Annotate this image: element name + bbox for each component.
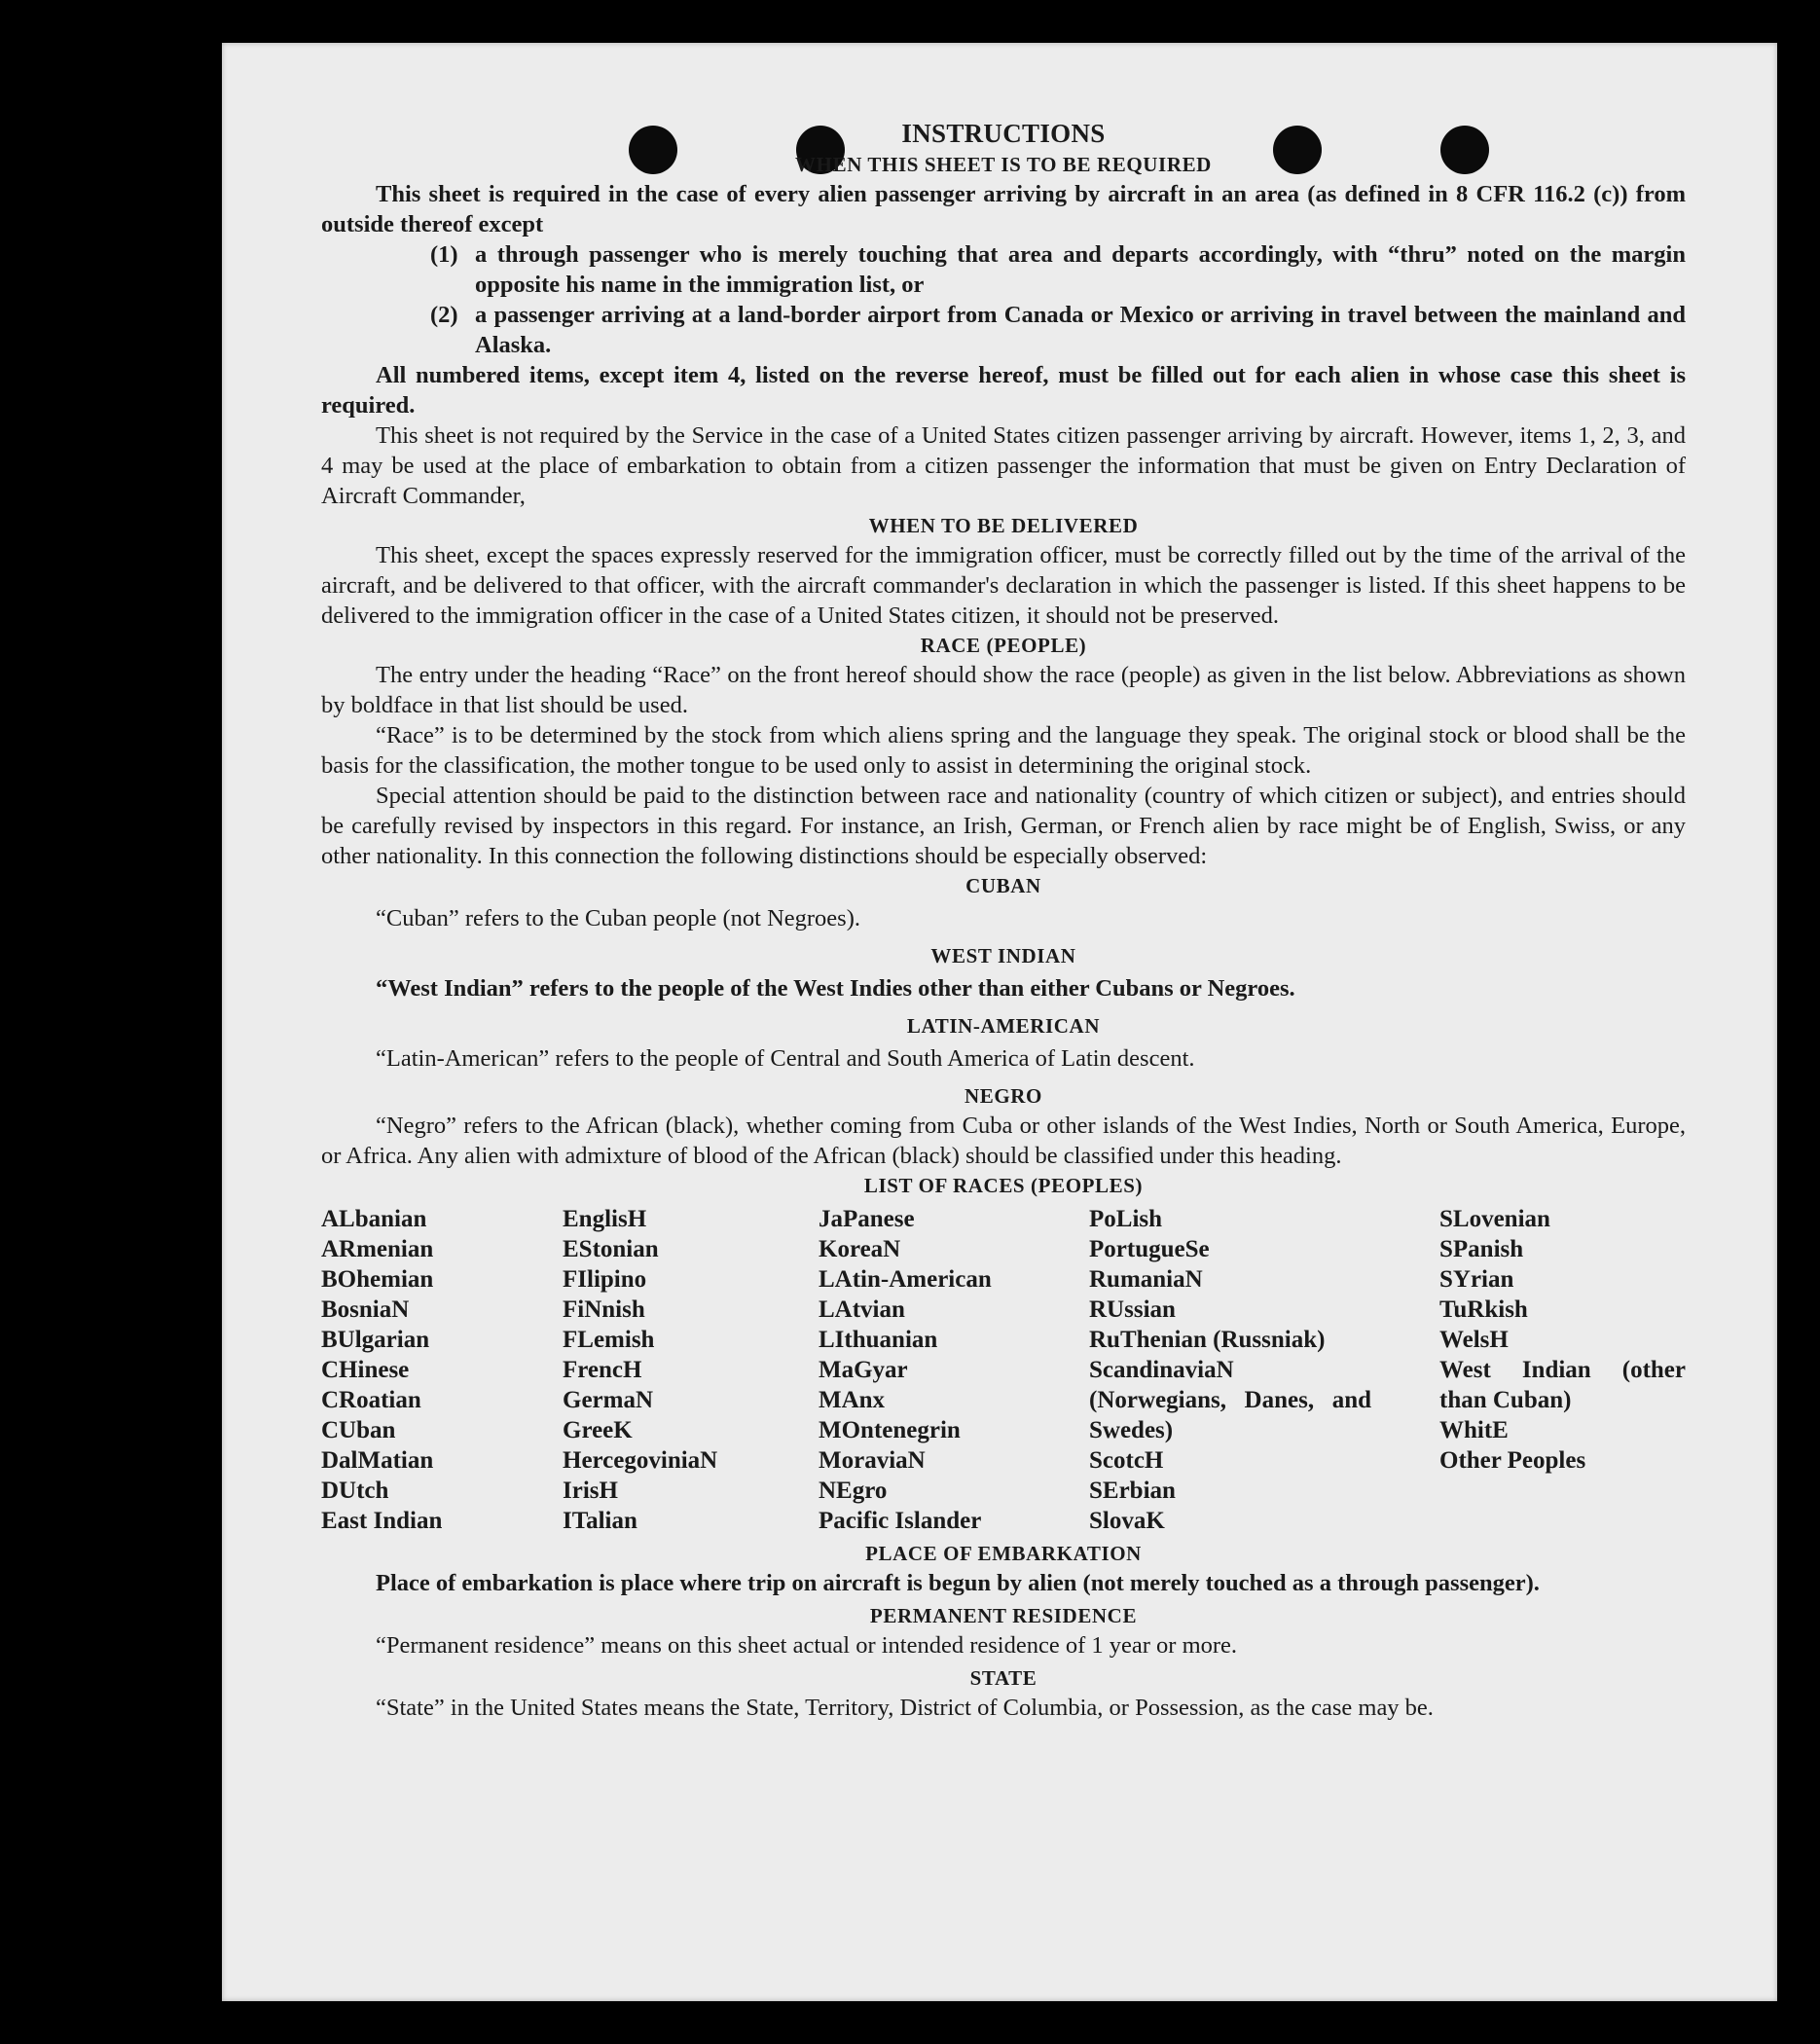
list-item xyxy=(430,300,1686,360)
paragraph: This sheet, except the spaces expressly reserved for the immigration officer, must be correctly filled out by the time of the arrival of the aircraft, and be delivered to that officer, with the aircraft commander's declaration in which the passenger is listed. If this sheet happens to be delivered to the immigration officer in the case of a United States citizen, it should not be preserved. xyxy=(321,542,1686,629)
race-entry: IrisH xyxy=(563,1478,618,1504)
races-column xyxy=(1089,1204,1439,1536)
paragraph: “Race” is to be determined by the stock from which aliens spring and the language they speak. The original stock or blood shall be the basis for the classification, the mother tongue to be used only to assist in determining the original stock. xyxy=(321,722,1686,779)
race-entry: CRoatian xyxy=(321,1387,421,1413)
race-entry: BUlgarian xyxy=(321,1327,430,1353)
definition: “Cuban” refers to the Cuban people (not Negroes). xyxy=(376,905,860,931)
race-entry: CUban xyxy=(321,1417,396,1443)
section-heading: PERMANENT RESIDENCE xyxy=(869,1604,1138,1627)
race-entry: PoLish xyxy=(1089,1206,1163,1232)
document-body xyxy=(321,117,1686,1723)
races-column xyxy=(321,1204,563,1536)
race-entry: FLemish xyxy=(563,1327,655,1353)
race-entry: Other Peoples xyxy=(1439,1447,1586,1474)
race-entry: KoreaN xyxy=(819,1236,901,1262)
item-number: (1) xyxy=(430,241,458,268)
race-entry: EnglisH xyxy=(563,1206,647,1232)
section-heading: CUBAN xyxy=(965,874,1041,897)
section-heading: WHEN TO BE DELIVERED xyxy=(868,514,1139,537)
race-entry: ScotcH xyxy=(1089,1447,1164,1474)
race-entry: WelsH xyxy=(1439,1327,1509,1353)
paragraph: “State” in the United States means the State, Territory, District of Columbia, or Possession, as the case may be. xyxy=(376,1695,1434,1721)
race-entry: RUssian xyxy=(1089,1296,1176,1323)
race-entry: BosniaN xyxy=(321,1296,410,1323)
definition: “Latin-American” refers to the people of Central and South America of Latin descent. xyxy=(376,1045,1195,1072)
definition: “West Indian” refers to the people of the West Indies other than either Cubans or Negroes. xyxy=(376,975,1295,1002)
race-entry: ARmenian xyxy=(321,1236,434,1262)
race-entry: SErbian xyxy=(1089,1478,1176,1504)
race-entry: SYrian xyxy=(1439,1266,1514,1293)
race-entry: SLovenian xyxy=(1439,1206,1550,1232)
race-entry: HercegoviniaN xyxy=(563,1447,718,1474)
section-heading: PLACE OF EMBARKATION xyxy=(865,1542,1142,1565)
race-entry: FiNnish xyxy=(563,1296,645,1323)
section-heading: STATE xyxy=(969,1666,1037,1690)
races-column xyxy=(1439,1204,1686,1536)
race-entry: ScandinaviaN (Norwegians, Danes, and Swedes) xyxy=(1089,1357,1371,1443)
races-column xyxy=(819,1204,1089,1536)
races-list xyxy=(321,1204,1686,1536)
section-heading: LATIN-AMERICAN xyxy=(906,1014,1101,1038)
race-entry: MoraviaN xyxy=(819,1447,926,1474)
race-entry: LAtin-American xyxy=(819,1266,992,1293)
race-entry: FrencH xyxy=(563,1357,642,1383)
race-entry: West Indian (other than Cuban) xyxy=(1439,1357,1686,1413)
race-entry: SPanish xyxy=(1439,1236,1524,1262)
race-entry: NEgro xyxy=(819,1478,888,1504)
paragraph: All numbered items, except item 4, listed on the reverse hereof, must be filled out for each alien in whose case this sheet is required. xyxy=(321,362,1686,419)
race-entry: MaGyar xyxy=(819,1357,908,1383)
race-entry: GreeK xyxy=(563,1417,633,1443)
race-entry: RumaniaN xyxy=(1089,1266,1203,1293)
item-text: a through passenger who is merely touching that area and departs accordingly, with “thru” noted on the margin opposite his name in the immigration list, or xyxy=(475,241,1686,298)
item-number: (2) xyxy=(430,302,458,328)
race-entry: CHinese xyxy=(321,1357,410,1383)
race-entry: DUtch xyxy=(321,1478,389,1504)
race-entry: EStonian xyxy=(563,1236,659,1262)
item-text: a passenger arriving at a land-border airport from Canada or Mexico or arriving in travel between the mainland and Alaska. xyxy=(475,302,1686,358)
section-heading: RACE (PEOPLE) xyxy=(920,634,1087,657)
race-entry: TuRkish xyxy=(1439,1296,1528,1323)
race-entry: SlovaK xyxy=(1089,1508,1165,1534)
paragraph: The entry under the heading “Race” on the front hereof should show the race (people) as given in the list below. Abbreviations as shown by boldface in that list should be used. xyxy=(321,662,1686,718)
race-entry: WhitE xyxy=(1439,1417,1509,1443)
race-entry: LIthuanian xyxy=(819,1327,938,1353)
race-entry: RuThenian (Russniak) xyxy=(1089,1327,1326,1353)
race-entry: DalMatian xyxy=(321,1447,434,1474)
paragraph: “Permanent residence” means on this sheet actual or intended residence of 1 year or more. xyxy=(376,1632,1238,1659)
section-heading: LIST OF RACES (PEOPLES) xyxy=(863,1174,1144,1197)
section-heading: WHEN THIS SHEET IS TO BE REQUIRED xyxy=(795,153,1212,176)
race-entry: ITalian xyxy=(563,1508,637,1534)
race-entry: LAtvian xyxy=(819,1296,905,1323)
list-item xyxy=(430,239,1686,300)
race-entry: BOhemian xyxy=(321,1266,434,1293)
races-column xyxy=(563,1204,819,1536)
race-entry: Pacific Islander xyxy=(819,1508,982,1534)
race-entry: MAnx xyxy=(819,1387,886,1413)
paragraph: This sheet is required in the case of every alien passenger arriving by aircraft in an area (as defined in 8 CFR 116.2 (c)) from outside thereof except xyxy=(321,181,1686,237)
race-entry: PortugueSe xyxy=(1089,1236,1210,1262)
definition: “Negro” refers to the African (black), whether coming from Cuba or other islands of the West Indies, North or South America, Europe, or Africa. Any alien with admixture of blood of the African (black) should be classified under this heading. xyxy=(321,1113,1686,1169)
race-entry: GermaN xyxy=(563,1387,654,1413)
page-title: INSTRUCTIONS xyxy=(901,119,1106,148)
paragraph: This sheet is not required by the Service in the case of a United States citizen passenger arriving by aircraft. However, items 1, 2, 3, and 4 may be used at the place of embarkation to obtain from a citizen passenger the information that must be given on Entry Declaration of Aircraft Commander, xyxy=(321,422,1686,509)
race-entry: FIlipino xyxy=(563,1266,647,1293)
race-entry: JaPanese xyxy=(819,1206,915,1232)
race-entry: ALbanian xyxy=(321,1206,427,1232)
paragraph: Special attention should be paid to the distinction between race and nationality (country of which citizen or subject), and entries should be carefully revised by inspectors in this regard. For instance, an Irish, German, or French alien by race might be of English, Swiss, or any other nationality. In this connection the following distinctions should be especially observed: xyxy=(321,783,1686,869)
paragraph: Place of embarkation is place where trip on aircraft is begun by alien (not merely touched as a through passenger). xyxy=(376,1570,1540,1596)
section-heading: NEGRO xyxy=(964,1084,1042,1108)
race-entry: MOntenegrin xyxy=(819,1417,961,1443)
section-heading: WEST INDIAN xyxy=(930,944,1076,967)
race-entry: East Indian xyxy=(321,1508,443,1534)
